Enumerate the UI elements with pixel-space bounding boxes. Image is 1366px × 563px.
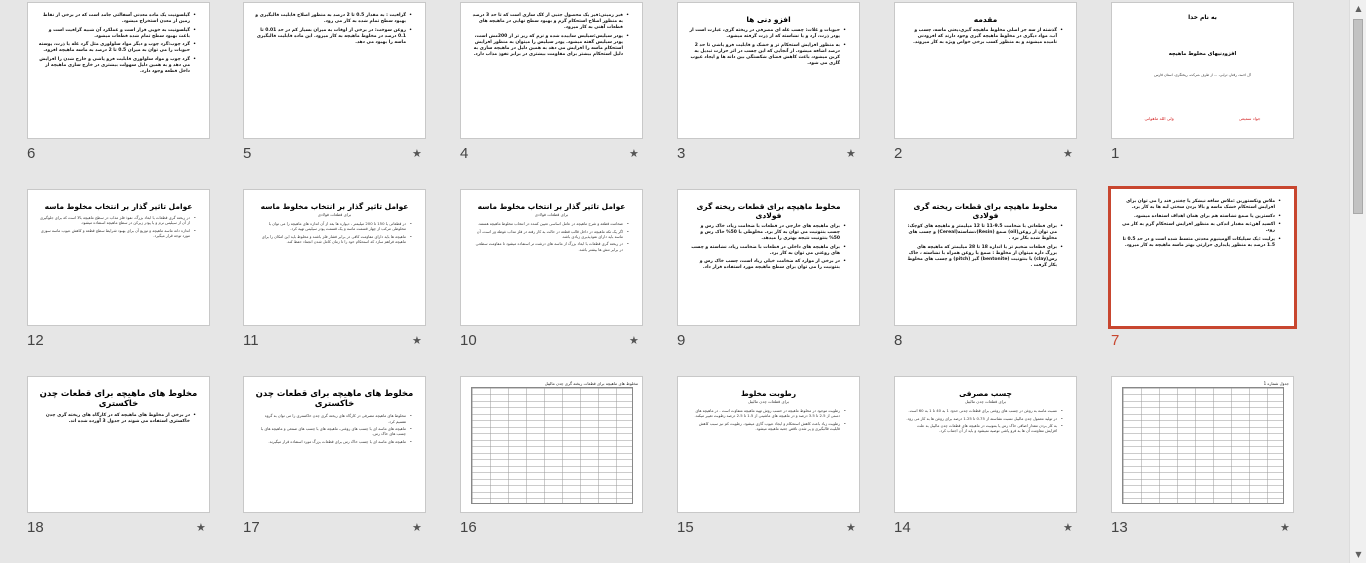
slide-preview[interactable] (1111, 2, 1294, 139)
slide-thumbnail-12[interactable] (27, 189, 210, 349)
slide-title: مخلوط های ماهیچه برای قطعات چدن خاکستری (255, 389, 414, 410)
slide-thumbnail-4[interactable] (460, 2, 643, 162)
bullet-item: • روغن سوخت: در برخی از اوقات به میزان بسیار کم در حد 0.01 تا 0.1 درصد در مخلوط ماهیچه به کار میرود. این ماده قابلیت قالبگیری ماسه را بهبود می دهد. (254, 28, 411, 46)
author-left: ولی الله ماهوانی (1144, 116, 1174, 121)
slide-bullets (895, 404, 1076, 434)
slide-number: 12 (27, 332, 44, 349)
slide-thumbnail-6[interactable] (27, 2, 210, 162)
slide-bullets (895, 220, 1076, 269)
slide-preview[interactable] (460, 189, 643, 326)
cover-heading: به نام خدا (1188, 14, 1217, 21)
slide-bullets (28, 409, 209, 425)
bullet-item: • ماهیچه ها باید دارای مقاومت کافی در برابر فشار فلز باشند و مخلوط باید این امکان را برای ماهیچه فراهم سازد که استحکام خود را تا زمان کامل شدن انجماد حفظ کند. (254, 234, 411, 244)
slide-bullets (244, 3, 425, 46)
bullet-item: • گرد چوب و مواد سلولوزی قابلیت فرو پاشی و خارج شدن را افزایش می دهد و به همین دلیل سهولت بیشتری در خارج سازی ماهیچه از داخل قطعه وجود دارد. (38, 57, 195, 75)
slide-preview[interactable] (243, 376, 426, 513)
slide-thumbnail-3[interactable] (677, 2, 860, 162)
slide-bullets (244, 217, 425, 244)
slide-title: عوامل تاثیر گذار بر انتخاب مخلوط ماسه (44, 202, 193, 211)
bullet-item: • به منظور افزایش استحکام تر و خشک و قابلیت فرو پاشی تا حد 2 درصد اضافه میشود. از آنجایی که این چسب در اثر حرارت تبدیل به کربن میشود، باعث کاهش فضای شکستگی بین دانه ها و ایجاد عیوب گازی می شود. (688, 43, 845, 67)
slide-subtitle: برای قطعات فولادی (534, 212, 569, 217)
animation-star-icon[interactable]: ★ (846, 147, 856, 160)
slide-preview[interactable] (460, 376, 643, 513)
slide-title: افزو دنی ها (746, 15, 791, 24)
slide-bullets (461, 3, 642, 58)
bullet-item: • در تولید معمول چدن مالیبل نسبت نشاسته از 0.75 تا 1.25 درصد برای روغن ها به کار می رود. (905, 416, 1062, 421)
slide-bullets (244, 409, 425, 444)
bullet-item: • اکسید آهن:به مقدار اندکی به منظور افزایش استحکام گرم به کار می رود. (1121, 222, 1280, 234)
bullet-item: • در قطعاتی با 150 تا 200 میلیمتر ، دیواره ها بعد از آن اندازه های ماهیچه را می توان با مخلوطی مرکب از چهار قسمت ماسه و یک قسمت پودر سیلیس تهیه کرد. (254, 221, 411, 231)
slide-bullets (678, 220, 859, 271)
bullet-item: • گیلسونیت یک ماده معدنی آسفالتی جامد است که در برخی از نقاط زمین از معدن استخراج میشود. (38, 13, 195, 25)
slide-subtitle: برای قطعات فولادی (317, 212, 352, 217)
bullet-item: • نسبت ماسه به روغن در چسب های روغنی برای قطعات چدنی حدود 1 به 40 تا 1 به 60 است. (905, 408, 1062, 413)
slide-number: 7 (1111, 332, 1120, 349)
bullet-item: • رطوبت زیاد باعث کاهش استحکام و ایجاد عیوب گازی میشود. رطوبت کم نیز سبب کاهش قابلیت قالبگیری و پر شدن ناقص جعبه ماهیچه میشود. (688, 421, 845, 431)
slide-thumbnail-14[interactable] (894, 376, 1077, 536)
bullet-item: • گرافیت : به مقدار 0.5 تا 2 درصد به منظور اصلاح قابلیت قالبگیری و بهبود سطح تمام شده به کار می رود. (254, 13, 411, 25)
bullet-item: • در ریخته گری قطعات با ابعاد بزرگ، نفوذ فلز مذاب در سطح ماهیچه بالا است که برای جلوگیری از آن از سیلیس نرم و یا پودر زیرکن در سطح ماهیچه استفاده میشود. (38, 215, 195, 225)
slide-thumbnail-5[interactable] (243, 2, 426, 162)
slide-thumbnail-11[interactable] (243, 189, 426, 349)
bullet-item: • مخلوط های ماهیچه مصرفی در کارگاه های ریخته گری چدن خاکستری را می توان به گروه تقسیم کرد. (254, 413, 411, 423)
slide-subtitle: برای قطعات چدن مالیبل (747, 399, 790, 404)
slide-thumbnail-7[interactable] (1111, 189, 1294, 349)
slide-preview[interactable] (894, 2, 1077, 139)
bullet-item: • ملاس ونکستورین :ملاس ساقه نیشکر یا چغندر قند را می توان برای افزایش استحکام خشک ماسه و بالا بردن سختی لبه ها به کار برد. (1121, 199, 1280, 211)
bullet-item: • پودر سیلیس:سیلیس ساییده شده و نرم که ریز تر از 200مش است، پودر سیلیس گفته میشود. پودر سیلیس را میتوان به منظور افزایش استحکام ماسه را افزایش می دهد به همین دلیل در ماهیچه سازی به دلیل استحکام بیشتر برای مقاومت بیشتری در برابر نفوذ مذاب دارد. (471, 34, 628, 58)
animation-star-icon[interactable]: ★ (412, 334, 422, 347)
slide-preview[interactable] (677, 189, 860, 326)
slide-table (1122, 387, 1284, 504)
slide-bullets (678, 404, 859, 431)
slide-preview[interactable] (894, 376, 1077, 513)
slide-thumbnail-10[interactable] (460, 189, 643, 349)
slide-number: 15 (677, 519, 694, 536)
slide-preview[interactable] (243, 2, 426, 139)
animation-star-icon[interactable]: ★ (846, 521, 856, 534)
bullet-item: • برای قطعات ضخیم تر یا اندازه 18 تا 28 میلیمتر که ماهیچه های بزرگ داره میتوان از مخلوط : صمغ یا روغن همراه با نشاسته ، خاک رس(clay) یا بنتونیت (bentonite) گیر (pitch) و چسب های مخلوط بکار گرفت . (905, 245, 1062, 269)
vertical-scrollbar[interactable] (1349, 0, 1366, 563)
slide-bullets (1111, 189, 1294, 249)
slide-bullets (28, 211, 209, 238)
bullet-item: • رطوبت موجود در مخلوط ماهیچه در حسب روش تهیه ماهیچه متفاوت است . در ماهیچه های دستی از 2.5 تا 3.5 درصد و در ماهیچه های ماشینی از 1.5 تا 2.5 درصد رطوبت تغییر میکند. (688, 408, 845, 418)
bullet-item: • برای قطعاتی با ضخامت 9.5-11 تا 12 میلیمتر و ماهیچه های کوچک: می توان از روغن(oil) صمغ (Resin)،نشاسته(Cereal) و چسب های مخلوط شده بکار برد . (905, 224, 1062, 242)
bullet-item: • ضخامت قطعه و شرح ماهیچه در عامل اساسی تعیین کننده در انتخاب مخلوط ماهیچه هستند. (471, 221, 628, 226)
animation-star-icon[interactable]: ★ (412, 147, 422, 160)
slide-preview[interactable] (1108, 186, 1297, 329)
slide-preview[interactable] (460, 2, 643, 139)
slide-number: 9 (677, 332, 686, 349)
slide-title: مخلوط های ماهیچه برای قطعات چدن خاکستری (39, 389, 198, 410)
animation-star-icon[interactable]: ★ (1280, 521, 1290, 534)
slide-title: عوامل تاثیر گذار بر انتخاب مخلوط ماسه (477, 202, 626, 211)
slide-preview[interactable] (677, 2, 860, 139)
table-caption: مخلوط های ماهیچه برای قطعات ریخته گری چدن مالیبل (544, 381, 638, 386)
slide-preview[interactable] (27, 189, 210, 326)
cover-main-title: افزودنیهای مخلوط ماهیچه (1168, 51, 1237, 57)
bullet-item: • دکسترین یا صمغ نشاسته هم برای همان اهداف استفاده میشود. (1121, 214, 1280, 220)
slide-number: 14 (894, 519, 911, 536)
slide-thumbnail-17[interactable] (243, 376, 426, 536)
scrollbar-thumb[interactable] (1353, 19, 1363, 214)
slide-thumbnail-1[interactable] (1111, 2, 1294, 162)
slide-number: 17 (243, 519, 260, 536)
slide-number: 1 (1111, 145, 1120, 162)
slide-title: مقدمه (973, 15, 998, 24)
slide-number: 10 (460, 332, 477, 349)
slide-number: 6 (27, 145, 36, 162)
slide-title: مخلوط ماهیچه برای قطعات ریخته گری فولادی (696, 202, 841, 220)
bullet-item: • برای ماهیچه های داخلی در قطعات با ضخامت زیاد، نشاسته و چسب های روغنی می توان به کار برد. (688, 245, 845, 257)
slide-preview[interactable] (243, 189, 426, 326)
slide-table (471, 387, 633, 504)
slide-bullets (678, 24, 859, 67)
slide-subtitle: برای قطعات چدن مالیبل (964, 399, 1007, 404)
slide-bullets (895, 24, 1076, 46)
bullet-item: • اگر یک تکه ماهیچه در داخل قالب قطعه در حالت به کار رفته در فلز مذاب غوطه ور است، آن ماسه باید دارای نفوذپذیری زیادی باشد. (471, 229, 628, 239)
slide-preview[interactable] (27, 2, 210, 139)
bullet-item: • گذشته از سه جز اصلی مخلوط ماهیچه گیری،یعنی ماسه، چسب و آب، مواد دیگری در مخلوط ماهیچه گیری وجود دارند که افزودنی نامیده میشوند و به منظور کسب برخی خواص ویژه به کار میروند. (905, 28, 1062, 46)
bullet-item: • پرلیت :یک سیلیکات آلومینیوم معدنی متسط شده است و در حد 0.5 تا 1.5 درصد به منظور پایداری حرارتی بهتر ماسه ماهیچه به کار میرود. (1121, 237, 1280, 249)
animation-star-icon[interactable]: ★ (1063, 521, 1073, 534)
bullet-item: • در برخی از مخلوط های ماهیچه که در کارگاه های ریخته گری چدن خاکستری استفاده می شوند در جدول 3 آورده شده اند. (38, 413, 195, 425)
bullet-item: • ماهیچه های ماسه ای با چسب های روغنی، ماهیچه های با چسب های صمغی و ماهیچه های با چسب های خاک رس. (254, 426, 411, 436)
animation-star-icon[interactable]: ★ (629, 334, 639, 347)
slide-thumbnail-9[interactable] (677, 189, 860, 349)
slide-thumbnail-15[interactable] (677, 376, 860, 536)
slide-title: چسب مصرفی (959, 389, 1012, 398)
bullet-item: • گیلسونیت به خوبی قرار است و عملکرد آن شبیه گرافیت است و باعث بهبود سطح تمام شده قطعات میشود. (38, 28, 195, 40)
animation-star-icon[interactable]: ★ (196, 521, 206, 534)
table-caption: جدول شماره 1 (1263, 381, 1289, 386)
slide-thumbnail-13[interactable] (1111, 376, 1294, 536)
bullet-item: • قیر زمینی:قیر یک محصول جنبی از کک سازی است که تا حد 3 درصد به منظور اصلاح استحکام گرم و بهبود سطح نهایی در ماهیچه های قطعات آهنی به کار میرود. (471, 13, 628, 31)
scroll-up-arrow-icon[interactable]: ▲ (1355, 4, 1362, 13)
slide-thumbnail-8[interactable] (894, 189, 1077, 349)
scroll-down-arrow-icon[interactable]: ▼ (1355, 550, 1362, 559)
author-right: جواد سمیعی (1238, 116, 1261, 121)
bullet-item: • حبوبات و غلات: چسب غله ای مصرفی در ریخته گری، عبارت است از پودر ذرت، آرد و یا نشاسته که از ذرت گرفته میشود. (688, 28, 845, 40)
bullet-item: • به کار بردن مقدار اضافی خاک رس یا بنتونیت در ماهیچه های قطعات چدن مالیبل به علت افزایش مقاومت آن ها به فرو پاشی توصیه نمیشود و باید از آن اجتناب کرد. (905, 423, 1062, 433)
bullet-item: • در ریخته گری قطعات با ابعاد بزرگ از ماسه های درشت تر استفاده میشود تا مقاومت سطحی در برابر تنش ها بیشتر باشد. (471, 241, 628, 251)
slide-number: 2 (894, 145, 903, 162)
slide-number: 11 (243, 332, 259, 349)
slide-preview[interactable] (1111, 376, 1294, 513)
bullet-item: • اندازه دانه ماسه ماهیچه و توزیع آن برای بهبود شرایط سطح قطعه و کاهش عیوب ماسه سوزی مورد توجه قرار میگیرد. (38, 228, 195, 238)
slide-preview[interactable] (894, 189, 1077, 326)
slide-thumbnail-2[interactable] (894, 2, 1077, 162)
slide-thumbnail-18[interactable] (27, 376, 210, 536)
slide-title: مخلوط ماهیچه برای قطعات ریخته گری فولادی (913, 202, 1058, 220)
slide-bullets (461, 217, 642, 252)
bullet-item: • گرد چوب:گرد چوب و دیگر مواد سلولوزی مثل گرد غله یا ذرت، پوسته حبوبات را می توان به میزان 0.5 تا 2 درصد به ماسه ماهیچه افزود. (38, 42, 195, 54)
bullet-item: • برای ماهیچه های خارجی در قطعات با ضخامت زیاد، خاک رس و چسب بنتونیت می توان به کار برد. مخلوطی با 50% خاک رس و 50% بنتونیت نتیجه بهتری را میدهد. (688, 224, 845, 242)
cover-authors (1112, 116, 1293, 121)
slide-number: 13 (1111, 519, 1128, 536)
slide-bullets (28, 3, 209, 75)
slide-preview[interactable] (27, 376, 210, 513)
animation-star-icon[interactable]: ★ (629, 147, 639, 160)
animation-star-icon[interactable]: ★ (412, 521, 422, 534)
slide-number: 8 (894, 332, 903, 349)
slide-number: 4 (460, 145, 469, 162)
cover-affiliation: آل احمد، رفتار، ترابی، ... از طرف شرکت، ریختگری، استان فارس (1154, 73, 1251, 77)
slide-thumbnail-16[interactable] (460, 376, 643, 536)
slide-number: 3 (677, 145, 686, 162)
bullet-item: • در برخی از موارد که ضخامت خیلی زیاد است، چسب خاک رس و بنتونیت را می توان برای سطح ماهیچه مورد استفاده قرار داد. (688, 259, 845, 271)
slide-preview[interactable] (677, 376, 860, 513)
animation-star-icon[interactable]: ★ (1063, 147, 1073, 160)
slide-title: عوامل تاثیر گذار بر انتخاب مخلوط ماسه (260, 202, 409, 211)
slide-number: 16 (460, 519, 477, 536)
slide-title: رطوبت مخلوط (740, 389, 797, 398)
slide-number: 5 (243, 145, 252, 162)
slide-number: 18 (27, 519, 44, 536)
bullet-item: • ماهیچه های ماسه ای با چسب خاک رس برای قطعات بزرگ مورد استفاده قرار میگیرند. (254, 439, 411, 444)
